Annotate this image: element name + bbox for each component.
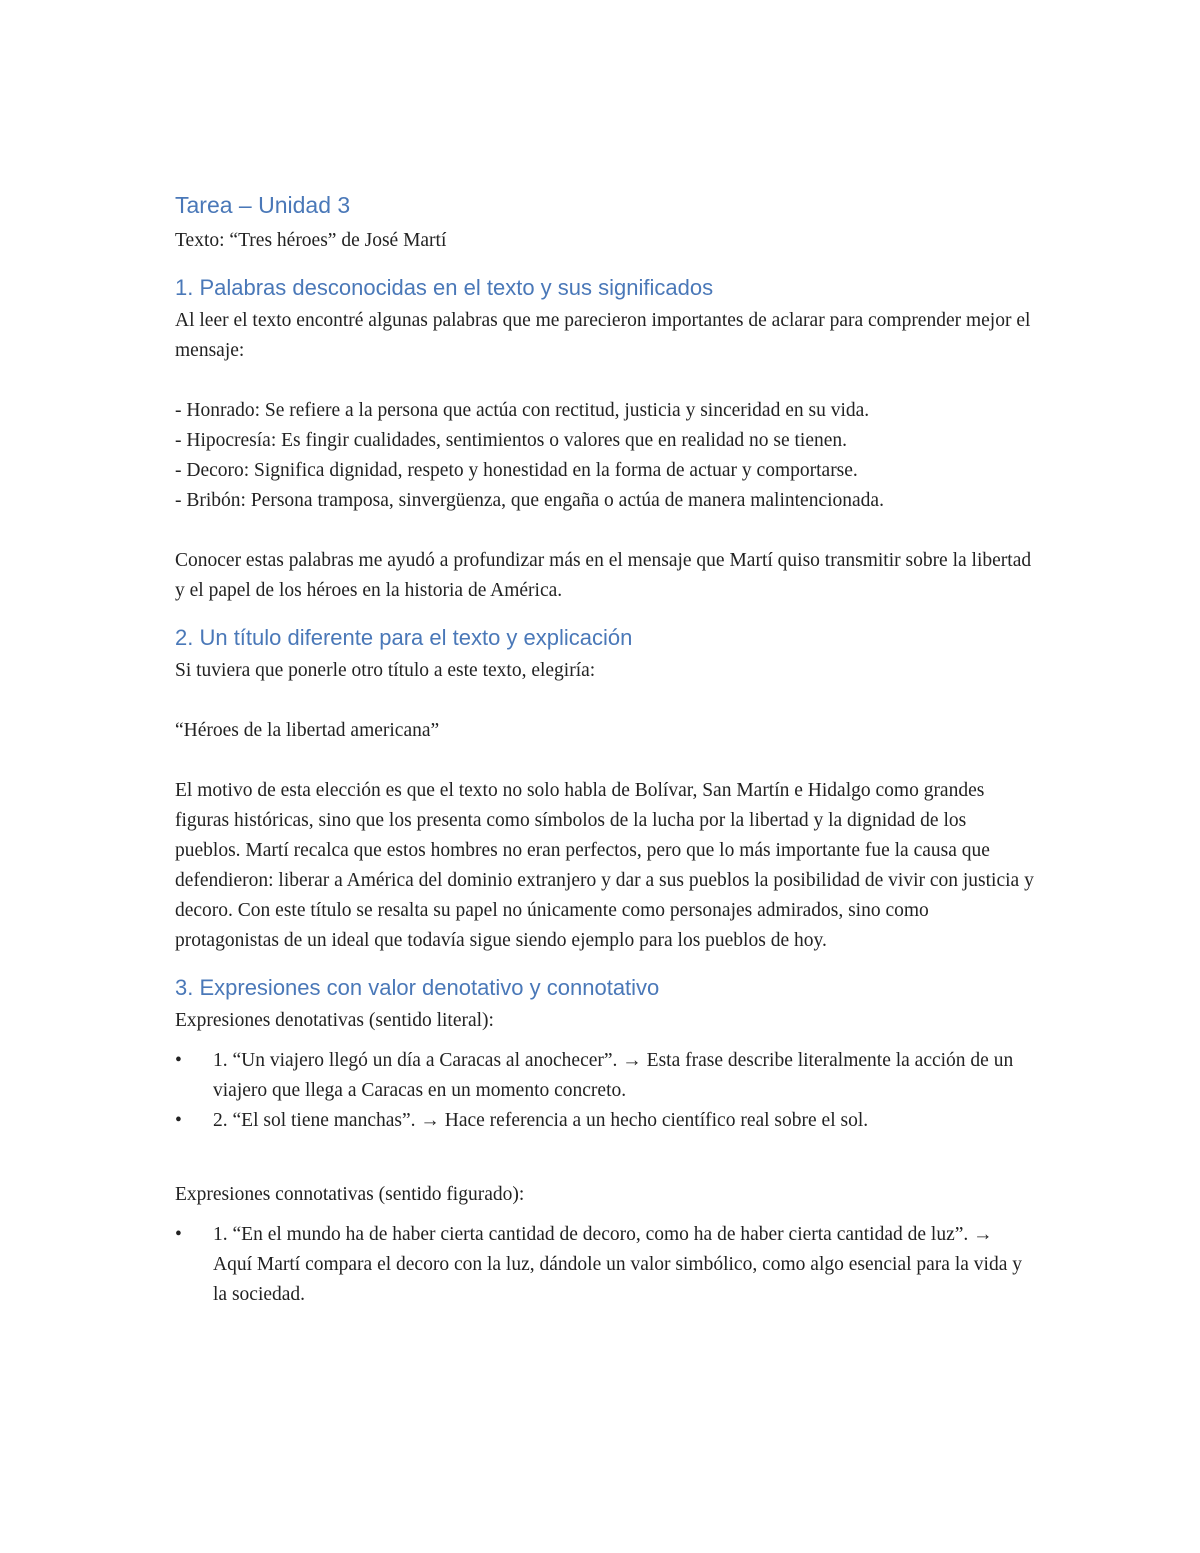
- definition-item: - Hipocresía: Es fingir cualidades, sentimientos o valores que en realidad no se tienen.: [175, 430, 847, 451]
- connotative-label: Expresiones connotativas (sentido figurado):: [175, 1184, 525, 1205]
- list-item: [175, 1220, 1035, 1310]
- definition-item: - Honrado: Se refiere a la persona que actúa con rectitud, justicia y sinceridad en su vida.: [175, 400, 870, 421]
- definition-item: - Decoro: Significa dignidad, respeto y honestidad en la forma de actuar y comportarse.: [175, 460, 858, 481]
- spacer: [175, 1136, 1035, 1180]
- denotative-label: Expresiones denotativas (sentido literal):: [175, 1010, 494, 1031]
- section-3-heading: 3. Expresiones con valor denotativo y connotativo: [175, 975, 660, 1000]
- bullet-icon: •: [175, 1224, 182, 1245]
- list-item-text: 2. “El sol tiene manchas”. → Hace referencia a un hecho científico real sobre el sol.: [213, 1110, 869, 1131]
- bullet-icon: •: [175, 1110, 182, 1131]
- definition-item: - Bribón: Persona tramposa, sinvergüenza, que engaña o actúa de manera malintencionada.: [175, 490, 884, 511]
- section-2-explanation: El motivo de esta elección es que el texto no solo habla de Bolívar, San Martín e Hidalgo como grandes figuras históricas, sino que los presenta como símbolos de la lucha por la libertad y la dignidad de los pueblos. Martí recalca que estos hombres no eran perfectos, pero que lo más importante fue la causa que defendieron: liberar a América del dominio extranjero y dar a sus pueblos la posibilidad de vivir con justicia y decoro. Con este título se resalta su papel no únicamente como personajes admirados, sino como protagonistas de un ideal que todavía sigue siendo ejemplo para los pueblos de hoy.: [175, 780, 1034, 951]
- spacer: [175, 516, 1035, 546]
- section-1-heading: 1. Palabras desconocidas en el texto y sus significados: [175, 275, 714, 300]
- spacer: [175, 686, 1035, 716]
- list-item: [175, 1106, 1035, 1136]
- connotative-list: [175, 1220, 1035, 1310]
- page-title: Tarea – Unidad 3: [175, 192, 351, 218]
- spacer: [175, 366, 1035, 396]
- spacer: [175, 746, 1035, 776]
- page-subtitle: Texto: “Tres héroes” de José Martí: [175, 230, 447, 251]
- list-item-text: 1. “Un viajero llegó un día a Caracas al anochecer”. → Esta frase describe literalmente la acción de un viajero que llega a Caracas en un momento concreto.: [213, 1050, 1014, 1101]
- section-1-intro: Al leer el texto encontré algunas palabras que me parecieron importantes de aclarar para comprender mejor el mensaje:: [175, 310, 1031, 361]
- definitions-list: [175, 396, 1035, 516]
- list-item: [175, 1046, 1035, 1106]
- denotative-list: [175, 1046, 1035, 1136]
- section-1-conclusion: Conocer estas palabras me ayudó a profundizar más en el mensaje que Martí quiso transmitir sobre la libertad y el papel de los héroes en la historia de América.: [175, 550, 1032, 601]
- bullet-icon: •: [175, 1050, 182, 1071]
- list-item-text: 1. “En el mundo ha de haber cierta cantidad de decoro, como ha de haber cierta cantidad de luz”. → Aquí Martí compara el decoro con la luz, dándole un valor simbólico, como algo esencial para la vida y la sociedad.: [213, 1224, 1022, 1305]
- section-2-intro: Si tuviera que ponerle otro título a este texto, elegiría:: [175, 660, 596, 681]
- document-page: [175, 188, 1035, 1310]
- section-2-heading: 2. Un título diferente para el texto y explicación: [175, 625, 633, 650]
- new-title-quote: “Héroes de la libertad americana”: [175, 720, 440, 741]
